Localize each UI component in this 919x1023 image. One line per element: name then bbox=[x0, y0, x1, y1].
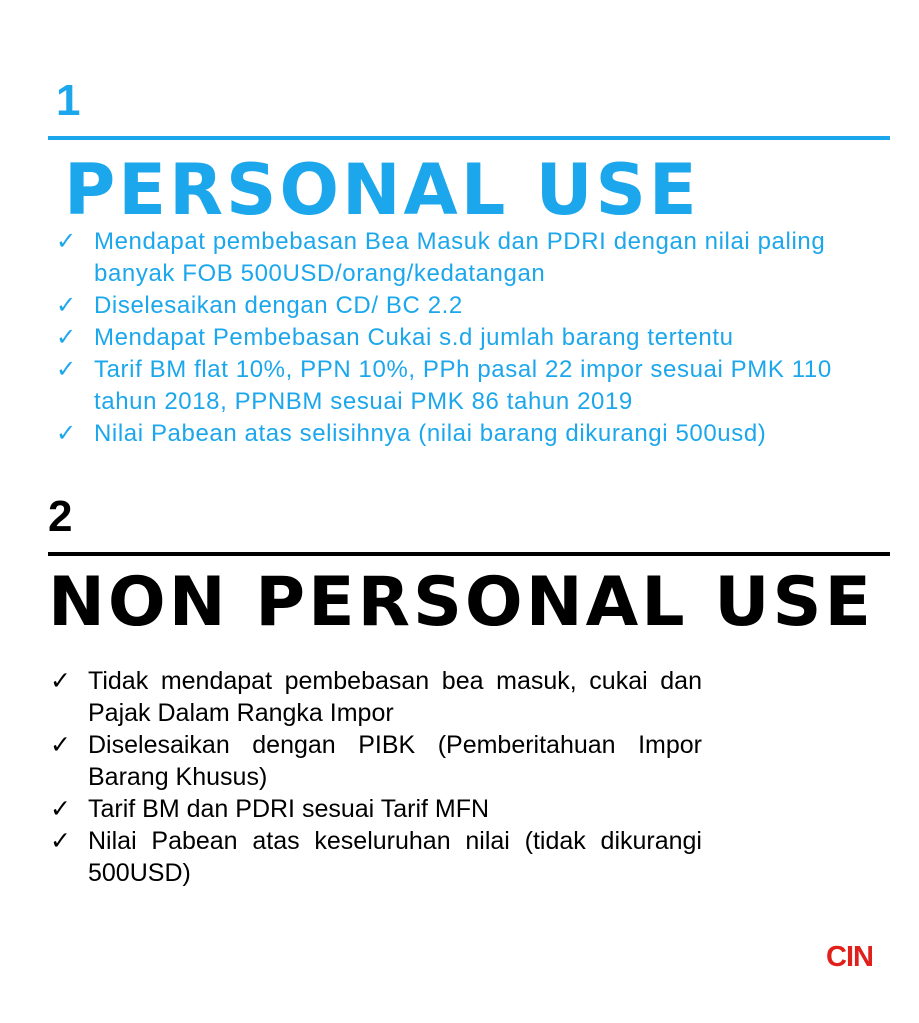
list-item bbox=[56, 290, 876, 322]
list-item-text: Tidak mendapat pembebasan bea masuk, cukai dan Pajak Dalam Rangka Impor bbox=[88, 667, 702, 727]
list-item-text: Mendapat Pembebasan Cukai s.d jumlah barang tertentu bbox=[94, 324, 734, 351]
checkmark-icon: ✓ bbox=[50, 795, 71, 823]
list-item-text: Tarif BM dan PDRI sesuai Tarif MFN bbox=[88, 795, 490, 823]
checkmark-icon: ✓ bbox=[56, 324, 77, 351]
list-item bbox=[50, 825, 702, 889]
list-item bbox=[50, 665, 702, 729]
checkmark-icon: ✓ bbox=[50, 731, 71, 759]
list-item-text: Diselesaikan dengan PIBK (Pemberitahuan Impor Barang Khusus) bbox=[88, 731, 702, 791]
checkmark-icon: ✓ bbox=[50, 827, 71, 855]
checklist bbox=[50, 665, 702, 889]
list-item bbox=[56, 322, 876, 354]
list-item bbox=[50, 729, 702, 793]
checkmark-icon: ✓ bbox=[56, 228, 77, 255]
list-item-text: Mendapat pembebasan Bea Masuk dan PDRI dengan nilai paling banyak FOB 500USD/orang/kedatangan bbox=[94, 228, 826, 287]
list-item bbox=[56, 354, 876, 418]
checklist bbox=[56, 226, 876, 450]
list-item-text: Nilai Pabean atas keseluruhan nilai (tidak dikurangi 500USD) bbox=[88, 827, 702, 887]
section-divider bbox=[48, 552, 890, 556]
list-item bbox=[56, 226, 876, 290]
checkmark-icon: ✓ bbox=[56, 420, 77, 447]
section-divider bbox=[48, 136, 890, 140]
cin-logo: CIN bbox=[826, 941, 873, 973]
section-title: PERSONAL USE bbox=[64, 149, 700, 231]
section-number: 1 bbox=[56, 76, 81, 125]
list-item bbox=[56, 418, 876, 450]
checkmark-icon: ✓ bbox=[56, 356, 77, 383]
list-item-text: Tarif BM flat 10%, PPN 10%, PPh pasal 22 impor sesuai PMK 110 tahun 2018, PPNBM sesuai PMK 86 tahun 2019 bbox=[94, 356, 832, 415]
section-number: 2 bbox=[48, 492, 73, 541]
checkmark-icon: ✓ bbox=[56, 292, 77, 319]
list-item bbox=[50, 793, 702, 825]
checkmark-icon: ✓ bbox=[50, 667, 71, 695]
list-item-text: Diselesaikan dengan CD/ BC 2.2 bbox=[94, 292, 463, 319]
list-item-text: Nilai Pabean atas selisihnya (nilai barang dikurangi 500usd) bbox=[94, 420, 767, 447]
section-title: NON PERSONAL USE bbox=[48, 563, 874, 642]
